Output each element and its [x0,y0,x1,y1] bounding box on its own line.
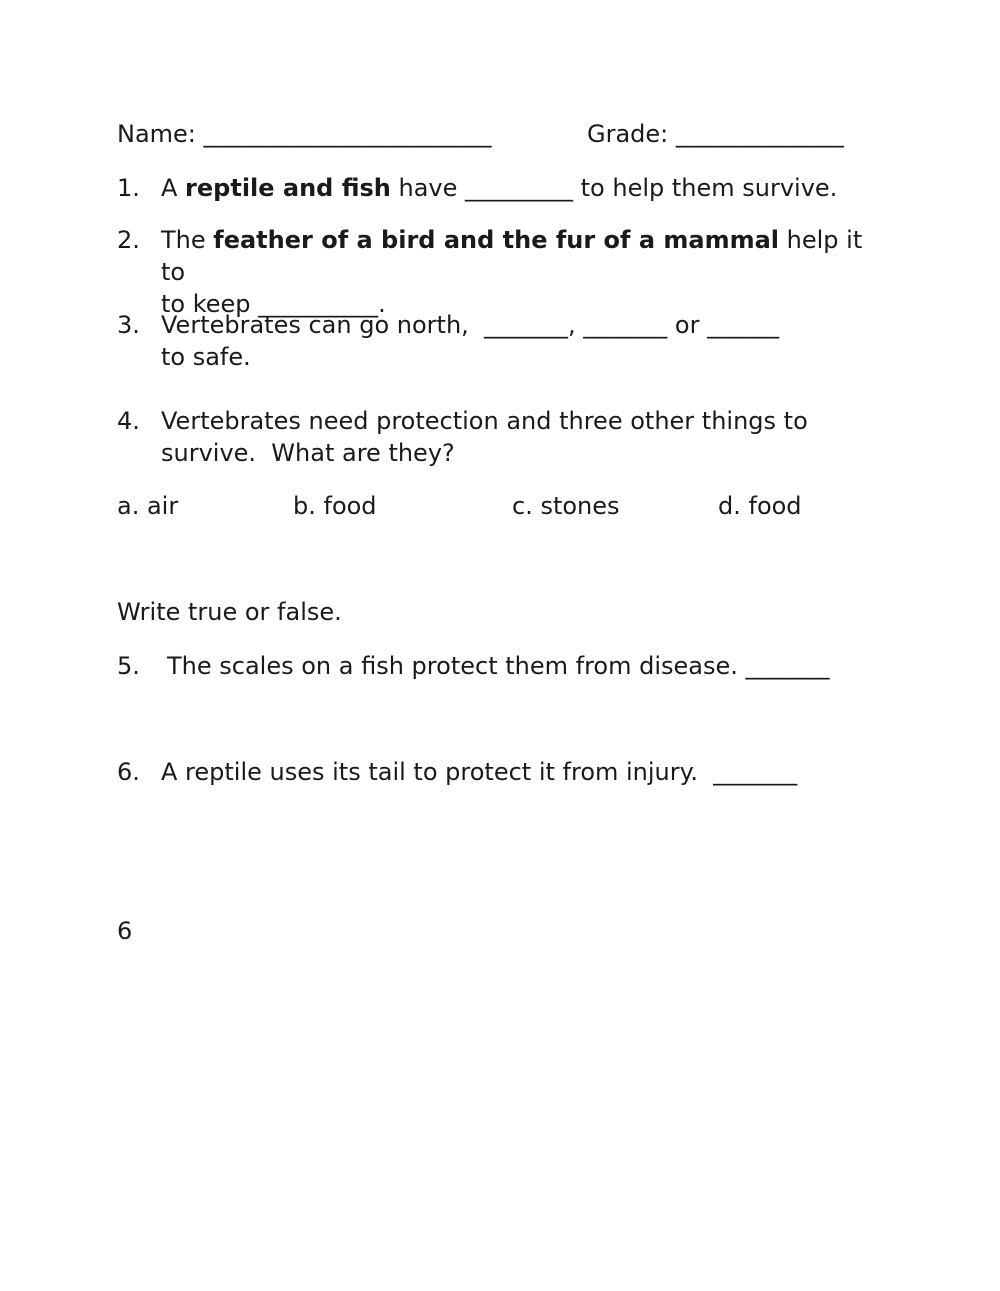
question-2 [117,224,887,320]
name-field: Name: ________________________ [117,120,492,148]
question-text: Vertebrates need protection and three other things to [161,407,808,435]
question-text: to keep __________. [161,290,386,318]
question-number: 1. [117,174,140,202]
grade-field: Grade: ______________ [587,120,844,148]
question-text: A reptile uses its tail to protect it from injury. _______ [161,758,798,786]
question-keyword: feather of a bird and the fur of a mammal [213,226,780,254]
question-text: to safe. [161,343,251,371]
choice-b[interactable]: b. food [293,492,377,520]
question-1 [117,172,887,204]
question-number: 3. [117,311,140,339]
question-text: help it to [161,226,863,286]
question-text: The [161,226,214,254]
choice-a[interactable]: a. air [117,492,179,520]
question-number: 6. [117,758,140,786]
question-number: 5. [117,652,140,680]
question-3 [117,309,887,373]
question-text: The scales on a fish protect them from disease. _______ [167,652,830,680]
section-instruction: Write true or false. [117,598,342,626]
question-text: A [161,174,186,202]
choice-c[interactable]: c. stones [512,492,620,520]
question-number: 2. [117,226,140,254]
choice-d[interactable]: d. food [718,492,802,520]
footer-number: 6 [117,917,133,945]
question-4 [117,405,887,469]
question-text: survive. What are they? [161,439,455,467]
question-text: Vertebrates can go north, _______, _______ or ______ [161,311,780,339]
question-6 [117,756,887,788]
question-number: 4. [117,407,140,435]
question-keyword: reptile and fish [185,174,391,202]
question-5 [117,650,887,682]
question-text: have _________ to help them survive. [390,174,838,202]
